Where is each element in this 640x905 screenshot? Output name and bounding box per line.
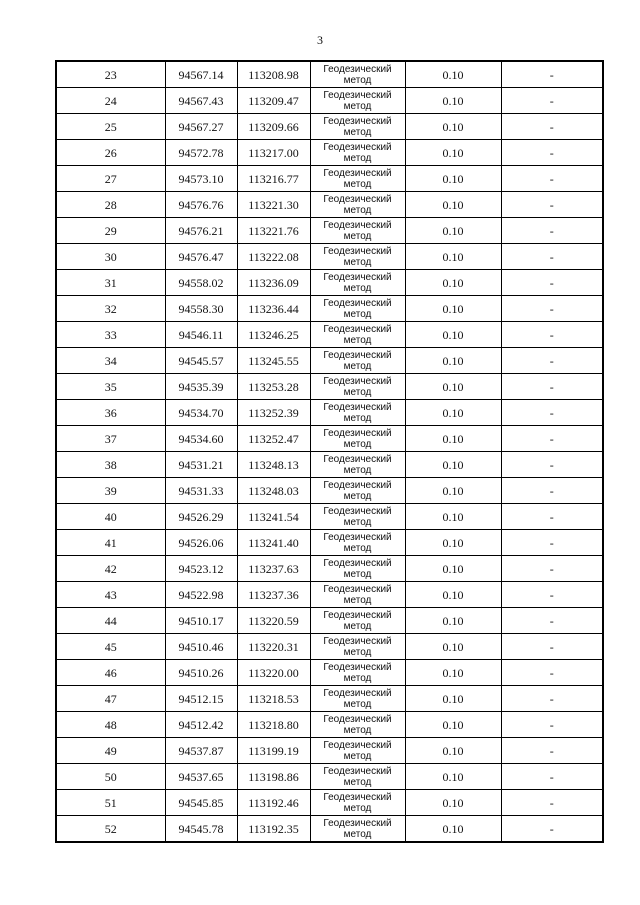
coordinate-x-cell: 94572.78 bbox=[165, 140, 237, 166]
coordinate-y-cell: 113237.63 bbox=[237, 556, 310, 582]
method-cell bbox=[310, 426, 405, 452]
accuracy-cell: 0.10 bbox=[405, 374, 501, 400]
method-cell bbox=[310, 166, 405, 192]
method-cell bbox=[310, 582, 405, 608]
coordinate-x-cell: 94534.60 bbox=[165, 426, 237, 452]
table-row bbox=[56, 582, 603, 608]
method-cell bbox=[310, 61, 405, 88]
accuracy-cell: 0.10 bbox=[405, 140, 501, 166]
method-cell bbox=[310, 348, 405, 374]
table-row bbox=[56, 374, 603, 400]
point-number-cell: 46 bbox=[56, 660, 165, 686]
coordinate-x-cell: 94576.47 bbox=[165, 244, 237, 270]
coordinate-x-cell: 94558.30 bbox=[165, 296, 237, 322]
point-number-cell: 28 bbox=[56, 192, 165, 218]
method-line: Геодезический bbox=[323, 661, 392, 673]
point-number-cell: 29 bbox=[56, 218, 165, 244]
accuracy-cell: 0.10 bbox=[405, 244, 501, 270]
method-cell bbox=[310, 686, 405, 712]
table-row bbox=[56, 686, 603, 712]
accuracy-cell: 0.10 bbox=[405, 322, 501, 348]
method-line: метод bbox=[343, 750, 372, 762]
point-number-cell: 47 bbox=[56, 686, 165, 712]
note-cell: - bbox=[501, 452, 603, 478]
method-cell bbox=[310, 114, 405, 140]
coordinate-x-cell: 94534.70 bbox=[165, 400, 237, 426]
method-line: Геодезический bbox=[323, 271, 392, 283]
coordinate-y-cell: 113218.80 bbox=[237, 712, 310, 738]
table-row bbox=[56, 114, 603, 140]
accuracy-cell: 0.10 bbox=[405, 686, 501, 712]
coordinate-y-cell: 113248.13 bbox=[237, 452, 310, 478]
coordinate-x-cell: 94558.02 bbox=[165, 270, 237, 296]
note-cell: - bbox=[501, 88, 603, 114]
note-cell: - bbox=[501, 374, 603, 400]
accuracy-cell: 0.10 bbox=[405, 582, 501, 608]
table-row bbox=[56, 348, 603, 374]
note-cell: - bbox=[501, 400, 603, 426]
note-cell: - bbox=[501, 348, 603, 374]
coordinate-x-cell: 94522.98 bbox=[165, 582, 237, 608]
accuracy-cell: 0.10 bbox=[405, 192, 501, 218]
coordinate-y-cell: 113192.46 bbox=[237, 790, 310, 816]
note-cell: - bbox=[501, 426, 603, 452]
method-line: Геодезический bbox=[323, 401, 392, 413]
method-line: Геодезический bbox=[323, 219, 392, 231]
table-row bbox=[56, 790, 603, 816]
point-number-cell: 24 bbox=[56, 88, 165, 114]
coordinate-y-cell: 113220.59 bbox=[237, 608, 310, 634]
method-line: метод bbox=[343, 152, 372, 164]
method-line: Геодезический bbox=[323, 193, 392, 205]
point-number-cell: 37 bbox=[56, 426, 165, 452]
accuracy-cell: 0.10 bbox=[405, 660, 501, 686]
method-cell bbox=[310, 478, 405, 504]
coordinate-y-cell: 113209.47 bbox=[237, 88, 310, 114]
table-row bbox=[56, 88, 603, 114]
method-line: Геодезический bbox=[323, 609, 392, 621]
table-row bbox=[56, 478, 603, 504]
method-line: метод bbox=[343, 698, 372, 710]
table-row bbox=[56, 764, 603, 790]
note-cell: - bbox=[501, 764, 603, 790]
accuracy-cell: 0.10 bbox=[405, 348, 501, 374]
accuracy-cell: 0.10 bbox=[405, 712, 501, 738]
method-line: Геодезический bbox=[323, 687, 392, 699]
note-cell: - bbox=[501, 660, 603, 686]
coordinate-x-cell: 94510.17 bbox=[165, 608, 237, 634]
point-number-cell: 26 bbox=[56, 140, 165, 166]
note-cell: - bbox=[501, 296, 603, 322]
method-cell bbox=[310, 218, 405, 244]
method-line: метод bbox=[343, 802, 372, 814]
coordinate-x-cell: 94545.57 bbox=[165, 348, 237, 374]
method-line: Геодезический bbox=[323, 505, 392, 517]
note-cell: - bbox=[501, 712, 603, 738]
accuracy-cell: 0.10 bbox=[405, 61, 501, 88]
method-line: метод bbox=[343, 360, 372, 372]
accuracy-cell: 0.10 bbox=[405, 218, 501, 244]
point-number-cell: 49 bbox=[56, 738, 165, 764]
method-cell bbox=[310, 764, 405, 790]
coordinate-y-cell: 113236.09 bbox=[237, 270, 310, 296]
method-line: метод bbox=[343, 412, 372, 424]
point-number-cell: 51 bbox=[56, 790, 165, 816]
table-row bbox=[56, 244, 603, 270]
method-cell bbox=[310, 192, 405, 218]
method-line: метод bbox=[343, 542, 372, 554]
point-number-cell: 31 bbox=[56, 270, 165, 296]
point-number-cell: 45 bbox=[56, 634, 165, 660]
coordinate-x-cell: 94545.85 bbox=[165, 790, 237, 816]
method-cell bbox=[310, 88, 405, 114]
table-row bbox=[56, 322, 603, 348]
note-cell: - bbox=[501, 114, 603, 140]
method-line: Геодезический bbox=[323, 245, 392, 257]
method-line: метод bbox=[343, 178, 372, 190]
method-cell bbox=[310, 400, 405, 426]
accuracy-cell: 0.10 bbox=[405, 634, 501, 660]
coordinate-y-cell: 113237.36 bbox=[237, 582, 310, 608]
coordinates-table bbox=[55, 60, 604, 843]
table-row bbox=[56, 166, 603, 192]
table-row bbox=[56, 218, 603, 244]
coordinate-y-cell: 113252.39 bbox=[237, 400, 310, 426]
accuracy-cell: 0.10 bbox=[405, 764, 501, 790]
point-number-cell: 33 bbox=[56, 322, 165, 348]
point-number-cell: 32 bbox=[56, 296, 165, 322]
method-cell bbox=[310, 530, 405, 556]
method-cell bbox=[310, 634, 405, 660]
accuracy-cell: 0.10 bbox=[405, 400, 501, 426]
method-cell bbox=[310, 322, 405, 348]
accuracy-cell: 0.10 bbox=[405, 816, 501, 843]
method-cell bbox=[310, 712, 405, 738]
coordinate-y-cell: 113221.30 bbox=[237, 192, 310, 218]
accuracy-cell: 0.10 bbox=[405, 296, 501, 322]
coordinate-y-cell: 113216.77 bbox=[237, 166, 310, 192]
note-cell: - bbox=[501, 530, 603, 556]
coordinate-y-cell: 113217.00 bbox=[237, 140, 310, 166]
coordinate-y-cell: 113208.98 bbox=[237, 61, 310, 88]
coordinate-x-cell: 94573.10 bbox=[165, 166, 237, 192]
note-cell: - bbox=[501, 504, 603, 530]
method-line: Геодезический bbox=[323, 479, 392, 491]
page-number: 3 bbox=[317, 33, 323, 47]
method-line: метод bbox=[343, 256, 372, 268]
coordinate-y-cell: 113241.40 bbox=[237, 530, 310, 556]
coordinate-y-cell: 113236.44 bbox=[237, 296, 310, 322]
note-cell: - bbox=[501, 166, 603, 192]
table-row bbox=[56, 140, 603, 166]
method-line: Геодезический bbox=[323, 167, 392, 179]
coordinate-x-cell: 94545.78 bbox=[165, 816, 237, 843]
accuracy-cell: 0.10 bbox=[405, 426, 501, 452]
accuracy-cell: 0.10 bbox=[405, 608, 501, 634]
method-line: Геодезический bbox=[323, 453, 392, 465]
method-cell bbox=[310, 608, 405, 634]
method-line: Геодезический bbox=[323, 115, 392, 127]
method-line: метод bbox=[343, 724, 372, 736]
point-number-cell: 25 bbox=[56, 114, 165, 140]
note-cell: - bbox=[501, 322, 603, 348]
method-cell bbox=[310, 816, 405, 843]
method-line: метод bbox=[343, 594, 372, 606]
method-line: Геодезический bbox=[323, 89, 392, 101]
method-line: метод bbox=[343, 308, 372, 320]
method-line: метод bbox=[343, 776, 372, 788]
point-number-cell: 42 bbox=[56, 556, 165, 582]
table-row bbox=[56, 192, 603, 218]
method-cell bbox=[310, 244, 405, 270]
table-row bbox=[56, 738, 603, 764]
method-line: метод bbox=[343, 490, 372, 502]
coordinate-x-cell: 94546.11 bbox=[165, 322, 237, 348]
coordinate-y-cell: 113198.86 bbox=[237, 764, 310, 790]
method-line: Геодезический bbox=[323, 141, 392, 153]
method-line: Геодезический bbox=[323, 63, 392, 75]
note-cell: - bbox=[501, 270, 603, 296]
note-cell: - bbox=[501, 816, 603, 843]
note-cell: - bbox=[501, 686, 603, 712]
coordinate-y-cell: 113221.76 bbox=[237, 218, 310, 244]
coordinate-x-cell: 94567.43 bbox=[165, 88, 237, 114]
point-number-cell: 34 bbox=[56, 348, 165, 374]
coordinate-x-cell: 94576.76 bbox=[165, 192, 237, 218]
table-row bbox=[56, 426, 603, 452]
point-number-cell: 50 bbox=[56, 764, 165, 790]
method-line: Геодезический bbox=[323, 765, 392, 777]
method-line: метод bbox=[343, 620, 372, 632]
accuracy-cell: 0.10 bbox=[405, 114, 501, 140]
point-number-cell: 44 bbox=[56, 608, 165, 634]
table-row bbox=[56, 296, 603, 322]
method-cell bbox=[310, 660, 405, 686]
note-cell: - bbox=[501, 634, 603, 660]
coordinate-x-cell: 94510.46 bbox=[165, 634, 237, 660]
note-cell: - bbox=[501, 556, 603, 582]
coordinate-x-cell: 94531.33 bbox=[165, 478, 237, 504]
point-number-cell: 23 bbox=[56, 61, 165, 88]
method-line: Геодезический bbox=[323, 531, 392, 543]
method-line: метод bbox=[343, 464, 372, 476]
accuracy-cell: 0.10 bbox=[405, 452, 501, 478]
coordinate-y-cell: 113192.35 bbox=[237, 816, 310, 843]
method-line: Геодезический bbox=[323, 635, 392, 647]
table-row bbox=[56, 400, 603, 426]
method-line: метод bbox=[343, 334, 372, 346]
point-number-cell: 48 bbox=[56, 712, 165, 738]
point-number-cell: 35 bbox=[56, 374, 165, 400]
point-number-cell: 43 bbox=[56, 582, 165, 608]
accuracy-cell: 0.10 bbox=[405, 166, 501, 192]
coordinates-table-body bbox=[56, 61, 603, 842]
note-cell: - bbox=[501, 608, 603, 634]
method-line: Геодезический bbox=[323, 739, 392, 751]
table-row bbox=[56, 608, 603, 634]
method-line: Геодезический bbox=[323, 791, 392, 803]
method-line: метод bbox=[343, 126, 372, 138]
method-cell bbox=[310, 738, 405, 764]
accuracy-cell: 0.10 bbox=[405, 738, 501, 764]
accuracy-cell: 0.10 bbox=[405, 530, 501, 556]
coordinate-x-cell: 94510.26 bbox=[165, 660, 237, 686]
coordinate-y-cell: 113248.03 bbox=[237, 478, 310, 504]
method-line: метод bbox=[343, 74, 372, 86]
note-cell: - bbox=[501, 61, 603, 88]
coordinate-x-cell: 94523.12 bbox=[165, 556, 237, 582]
method-cell bbox=[310, 790, 405, 816]
note-cell: - bbox=[501, 790, 603, 816]
point-number-cell: 40 bbox=[56, 504, 165, 530]
method-cell bbox=[310, 270, 405, 296]
method-line: Геодезический bbox=[323, 583, 392, 595]
coordinate-x-cell: 94567.14 bbox=[165, 61, 237, 88]
accuracy-cell: 0.10 bbox=[405, 556, 501, 582]
point-number-cell: 41 bbox=[56, 530, 165, 556]
method-line: метод bbox=[343, 204, 372, 216]
method-line: метод bbox=[343, 230, 372, 242]
coordinate-y-cell: 113218.53 bbox=[237, 686, 310, 712]
method-line: метод bbox=[343, 568, 372, 580]
note-cell: - bbox=[501, 478, 603, 504]
method-line: Геодезический bbox=[323, 427, 392, 439]
coordinate-x-cell: 94537.87 bbox=[165, 738, 237, 764]
accuracy-cell: 0.10 bbox=[405, 790, 501, 816]
method-line: Геодезический bbox=[323, 713, 392, 725]
note-cell: - bbox=[501, 140, 603, 166]
table-row bbox=[56, 712, 603, 738]
accuracy-cell: 0.10 bbox=[405, 270, 501, 296]
coordinate-x-cell: 94512.15 bbox=[165, 686, 237, 712]
point-number-cell: 52 bbox=[56, 816, 165, 843]
note-cell: - bbox=[501, 192, 603, 218]
table-row bbox=[56, 530, 603, 556]
point-number-cell: 39 bbox=[56, 478, 165, 504]
point-number-cell: 30 bbox=[56, 244, 165, 270]
table-row bbox=[56, 634, 603, 660]
table-row bbox=[56, 556, 603, 582]
coordinate-y-cell: 113222.08 bbox=[237, 244, 310, 270]
method-line: Геодезический bbox=[323, 375, 392, 387]
method-line: метод bbox=[343, 100, 372, 112]
table-row bbox=[56, 270, 603, 296]
coordinate-y-cell: 113209.66 bbox=[237, 114, 310, 140]
coordinate-y-cell: 113220.31 bbox=[237, 634, 310, 660]
method-line: метод bbox=[343, 438, 372, 450]
accuracy-cell: 0.10 bbox=[405, 478, 501, 504]
table-row bbox=[56, 61, 603, 88]
table-row bbox=[56, 816, 603, 843]
method-cell bbox=[310, 504, 405, 530]
coordinate-y-cell: 113253.28 bbox=[237, 374, 310, 400]
method-line: метод bbox=[343, 646, 372, 658]
note-cell: - bbox=[501, 738, 603, 764]
coordinate-x-cell: 94512.42 bbox=[165, 712, 237, 738]
coordinate-y-cell: 113199.19 bbox=[237, 738, 310, 764]
coordinate-x-cell: 94526.06 bbox=[165, 530, 237, 556]
note-cell: - bbox=[501, 244, 603, 270]
method-line: Геодезический bbox=[323, 323, 392, 335]
coordinate-y-cell: 113245.55 bbox=[237, 348, 310, 374]
method-cell bbox=[310, 556, 405, 582]
method-line: метод bbox=[343, 282, 372, 294]
method-line: Геодезический bbox=[323, 349, 392, 361]
method-line: Геодезический bbox=[323, 297, 392, 309]
coordinate-x-cell: 94535.39 bbox=[165, 374, 237, 400]
coordinate-x-cell: 94567.27 bbox=[165, 114, 237, 140]
method-line: метод bbox=[343, 828, 372, 840]
coordinate-x-cell: 94576.21 bbox=[165, 218, 237, 244]
method-cell bbox=[310, 140, 405, 166]
point-number-cell: 36 bbox=[56, 400, 165, 426]
note-cell: - bbox=[501, 582, 603, 608]
method-cell bbox=[310, 452, 405, 478]
table-row bbox=[56, 452, 603, 478]
method-cell bbox=[310, 296, 405, 322]
accuracy-cell: 0.10 bbox=[405, 88, 501, 114]
point-number-cell: 38 bbox=[56, 452, 165, 478]
point-number-cell: 27 bbox=[56, 166, 165, 192]
coordinate-y-cell: 113246.25 bbox=[237, 322, 310, 348]
coordinate-x-cell: 94526.29 bbox=[165, 504, 237, 530]
method-line: Геодезический bbox=[323, 817, 392, 829]
method-line: метод bbox=[343, 516, 372, 528]
coordinate-y-cell: 113252.47 bbox=[237, 426, 310, 452]
accuracy-cell: 0.10 bbox=[405, 504, 501, 530]
coordinate-x-cell: 94531.21 bbox=[165, 452, 237, 478]
method-line: метод bbox=[343, 672, 372, 684]
table-row bbox=[56, 660, 603, 686]
method-line: Геодезический bbox=[323, 557, 392, 569]
coordinate-x-cell: 94537.65 bbox=[165, 764, 237, 790]
table-row bbox=[56, 504, 603, 530]
coordinate-y-cell: 113241.54 bbox=[237, 504, 310, 530]
coordinate-y-cell: 113220.00 bbox=[237, 660, 310, 686]
method-cell bbox=[310, 374, 405, 400]
method-line: метод bbox=[343, 386, 372, 398]
note-cell: - bbox=[501, 218, 603, 244]
